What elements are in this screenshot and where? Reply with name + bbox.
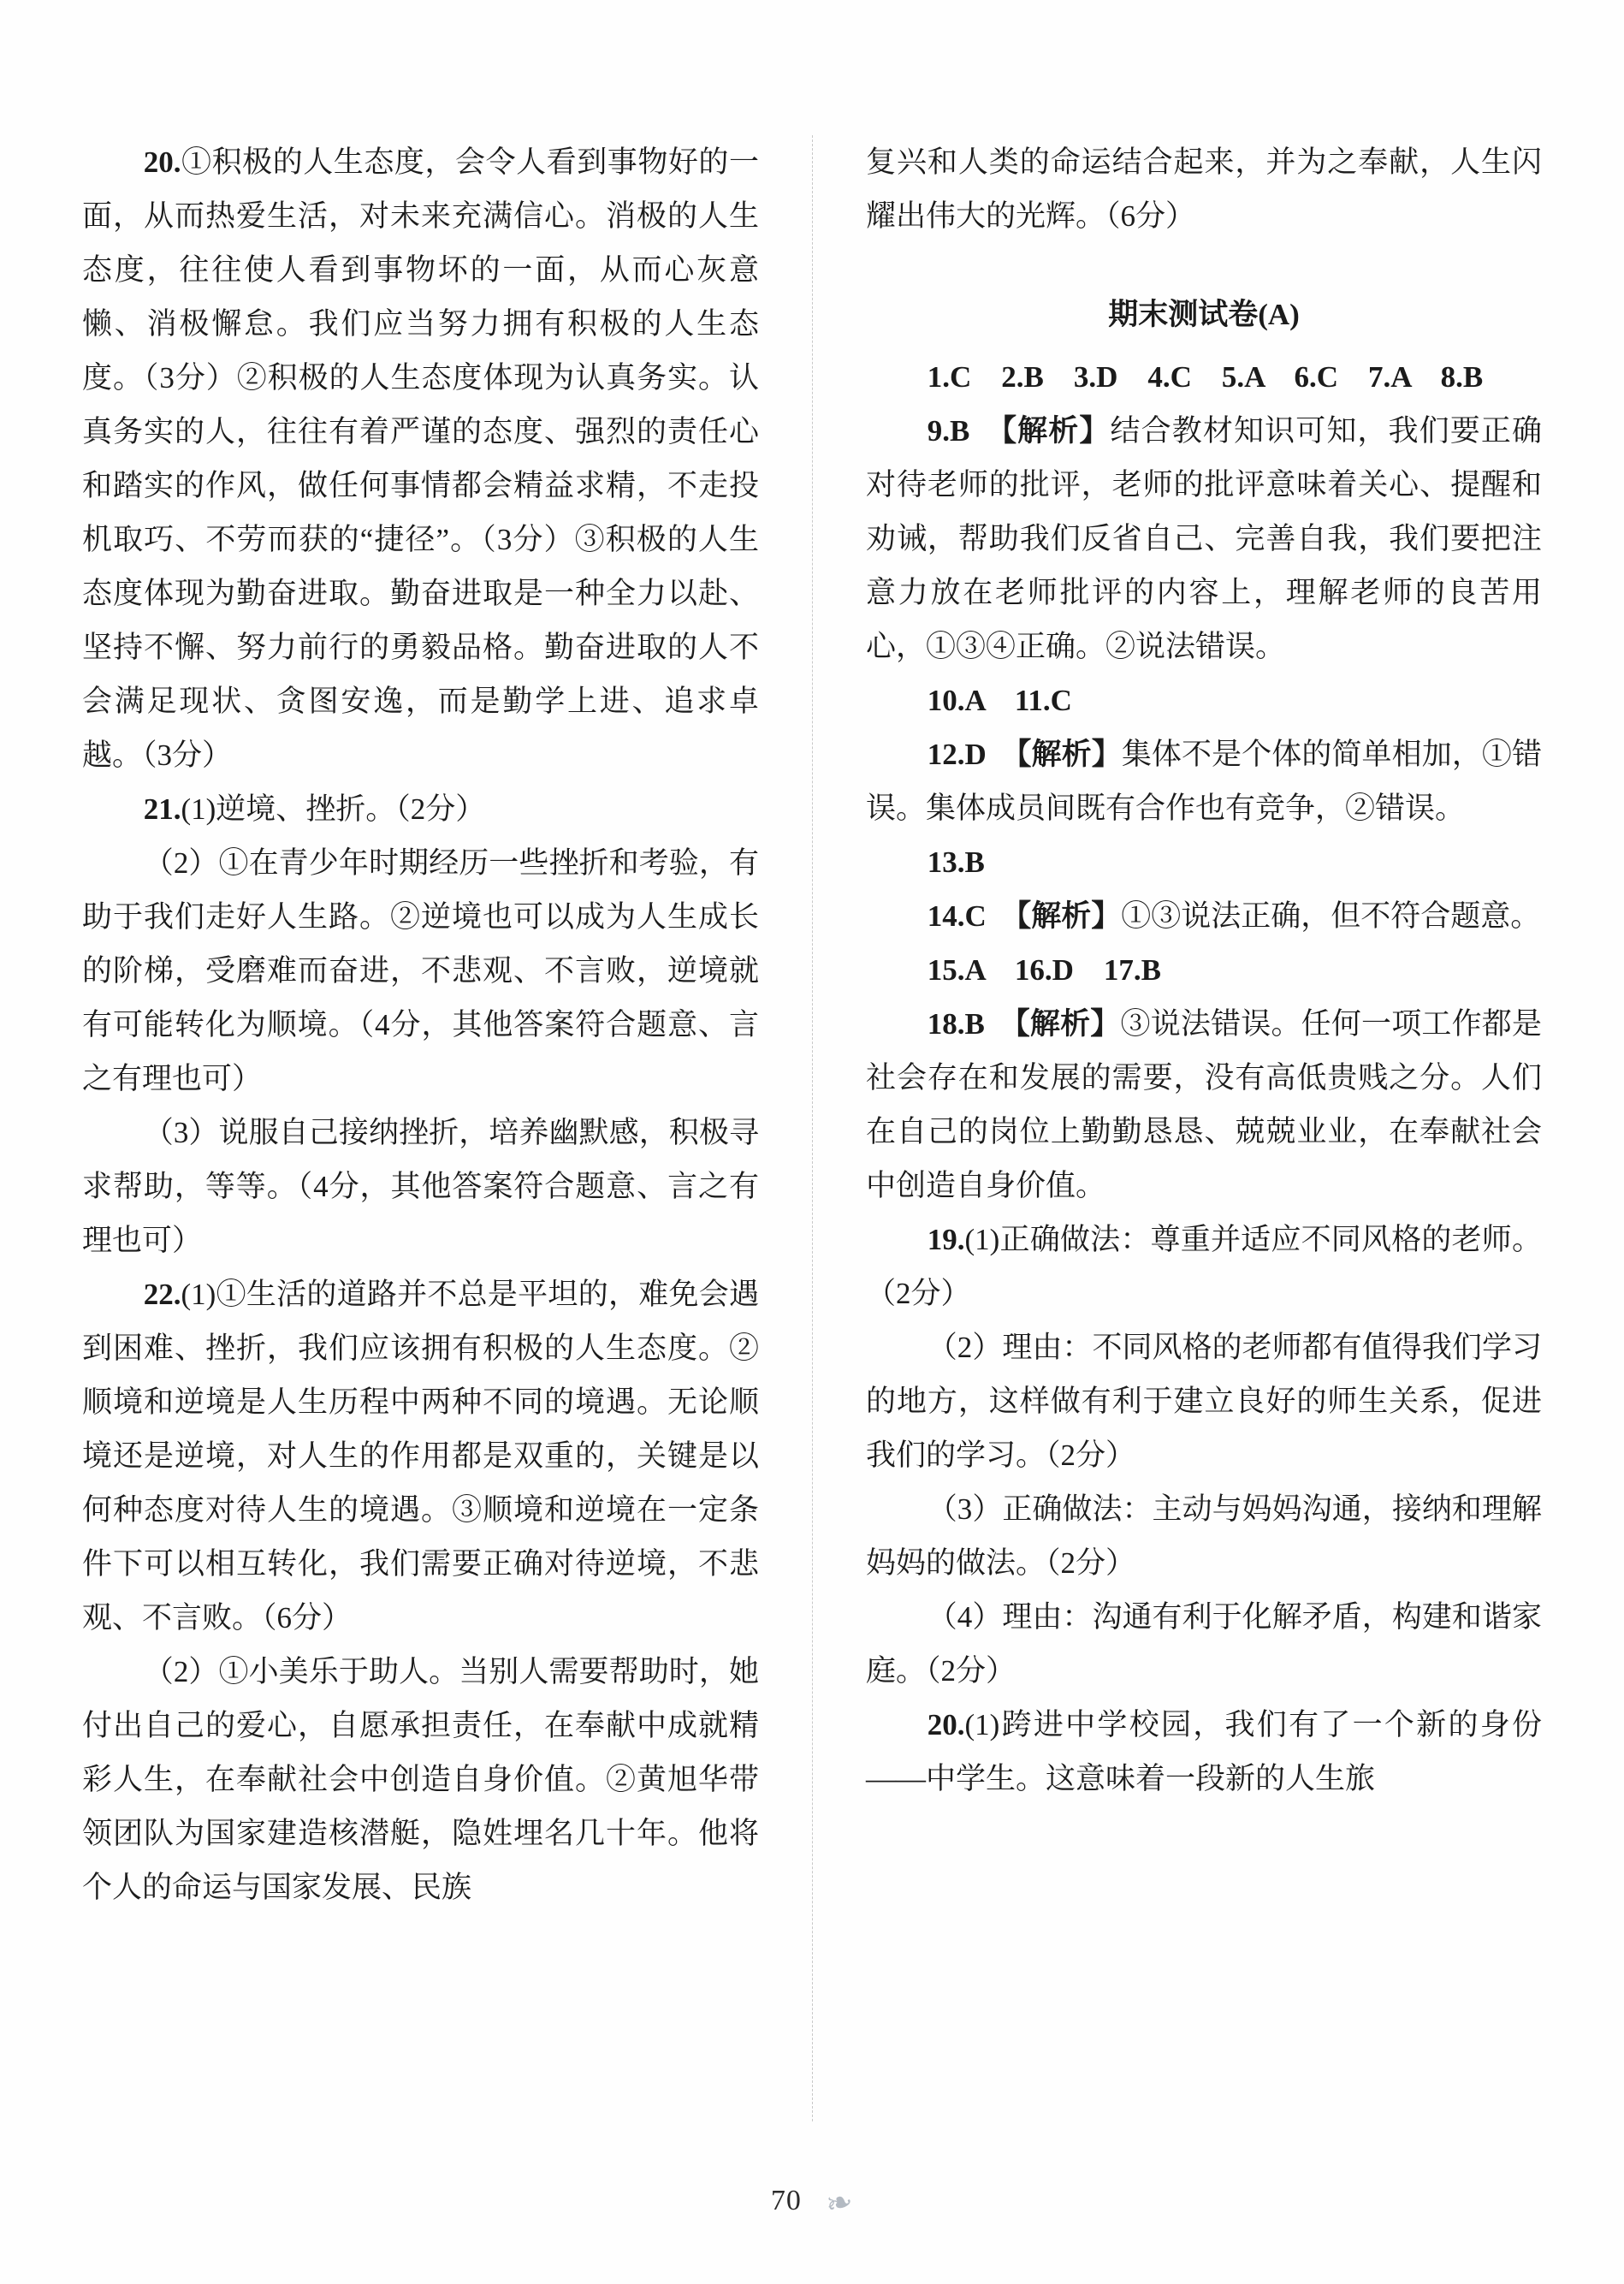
answer-paragraph-20-1: 20.(1)跨进中学校园，我们有了一个新的身份——中学生。这意味着一段新的人生旅	[866, 1708, 1542, 1795]
answer-key-row-13: 13.B	[927, 845, 985, 879]
answer-paragraph-21-1: 21.(1)逆境、挫折。（2分）	[143, 792, 486, 826]
answer-paragraph-19-4: （4）理由：沟通有利于化解矛盾，构建和谐家庭。（2分）	[866, 1600, 1542, 1688]
page-number: 70	[770, 2185, 802, 2216]
answer-paragraph-21-3: （3）说服自己接纳挫折，培养幽默感，积极寻求帮助，等等。（4分，其他答案符合题意、言之有理也可）	[82, 1116, 759, 1257]
answer-number-label: 21.	[143, 792, 181, 826]
answer-paragraph-19-3: （3）正确做法：主动与妈妈沟通，接纳和理解妈妈的做法。（2分）	[866, 1492, 1542, 1580]
answer-paragraph-22-2: （2）①小美乐于助人。当别人需要帮助时，她付出自己的爱心，自愿承担责任，在奉献中成就精彩人生，在奉献社会中创造自身价值。②黄旭华带领团队为国家建造核潜艇，隐姓埋名几十年。他将个人的命运与国家发展、民族	[82, 1655, 759, 1904]
answer-paragraph-21-2: （2）①在青少年时期经历一些挫折和考验，有助于我们走好人生路。②逆境也可以成为人生成长的阶梯，受磨难而奋进，不悲观、不言败，逆境就有可能转化为顺境。（4分，其他答案符合题意、言之有理也可）	[82, 846, 759, 1095]
answer-key-row-15-17: 15.A 16.D 17.B	[927, 953, 1161, 987]
answer-key-row-10-11: 10.A 11.C	[927, 684, 1072, 717]
answer-number-label: 14.C 【解析】	[927, 899, 1122, 933]
answer-number-label: 12.D 【解析】	[927, 738, 1122, 771]
section-heading-final-exam-a: 期末测试卷(A)	[1108, 298, 1300, 331]
answer-paragraph-9: 9.B 【解析】结合教材知识可知，我们要正确对待老师的批评，老师的批评意味着关心、提醒和劝诫，帮助我们反省自己、完善自我，我们要把注意力放在老师批评的内容上，理解老师的良苦用心，①③④正确。②说法错误。	[866, 414, 1542, 663]
decorative-flourish-icon: ❧	[822, 2183, 857, 2224]
answer-number-label: 19.	[927, 1223, 965, 1256]
two-column-layout	[82, 135, 1542, 2121]
answer-number-label: 20.	[927, 1708, 965, 1741]
answer-key-row-1-8: 1.C 2.B 3.D 4.C 5.A 6.C 7.A 8.B	[927, 360, 1484, 394]
answer-paragraph-22-2-continued: 复兴和人类的命运结合起来，并为之奉献，人生闪耀出伟大的光辉。（6分）	[866, 145, 1542, 233]
left-column	[82, 135, 812, 2121]
answer-paragraph-22-1: 22.(1)①生活的道路并不总是平坦的，难免会遇到困难、挫折，我们应该拥有积极的人生态度。②顺境和逆境是人生历程中两种不同的境遇。无论顺境还是逆境，对人生的作用都是双重的，关键是以何种态度对待人生的境遇。③顺境和逆境在一定条件下可以相互转化，我们需要正确对待逆境，不悲观、不言败。（6分）	[82, 1278, 759, 1634]
answer-number-label: 9.B 【解析】	[927, 414, 1111, 448]
answer-number-label: 18.B 【解析】	[927, 1007, 1121, 1041]
answer-paragraph-12: 12.D 【解析】集体不是个体的简单相加，①错误。集体成员间既有合作也有竞争，②错误。	[866, 738, 1542, 825]
answer-paragraph-19-1: 19.(1)正确做法：尊重并适应不同风格的老师。（2分）	[866, 1223, 1542, 1310]
answer-paragraph-20: 20.①积极的人生态度，会令人看到事物好的一面，从而热爱生活，对未来充满信心。消极的人生态度，往往使人看到事物坏的一面，从而心灰意懒、消极懈怠。我们应当努力拥有积极的人生态度。（3分）②积极的人生态度体现为认真务实。认真务实的人，往往有着严谨的态度、强烈的责任心和踏实的作风，做任何事情都会精益求精，不走投机取巧、不劳而获的“捷径”。（3分）③积极的人生态度体现为勤奋进取。勤奋进取是一种全力以赴、坚持不懈、努力前行的勇毅品格。勤奋进取的人不会满足现状、贪图安逸，而是勤学上进、追求卓越。（3分）	[82, 145, 759, 772]
answer-number-label: 20.	[143, 145, 181, 179]
right-column	[812, 135, 1542, 2121]
answer-number-label: 22.	[143, 1278, 181, 1311]
answer-paragraph-14: 14.C 【解析】①③说法正确，但不符合题意。	[927, 899, 1541, 933]
page-footer	[0, 2184, 1624, 2222]
answer-paragraph-18: 18.B 【解析】③说法错误。任何一项工作都是社会存在和发展的需要，没有高低贵贱之分。人们在自己的岗位上勤勤恳恳、兢兢业业，在奉献社会中创造自身价值。	[866, 1007, 1542, 1202]
answer-paragraph-19-2: （2）理由：不同风格的老师都有值得我们学习的地方，这样做有利于建立良好的师生关系，促进我们的学习。（2分）	[866, 1331, 1542, 1472]
